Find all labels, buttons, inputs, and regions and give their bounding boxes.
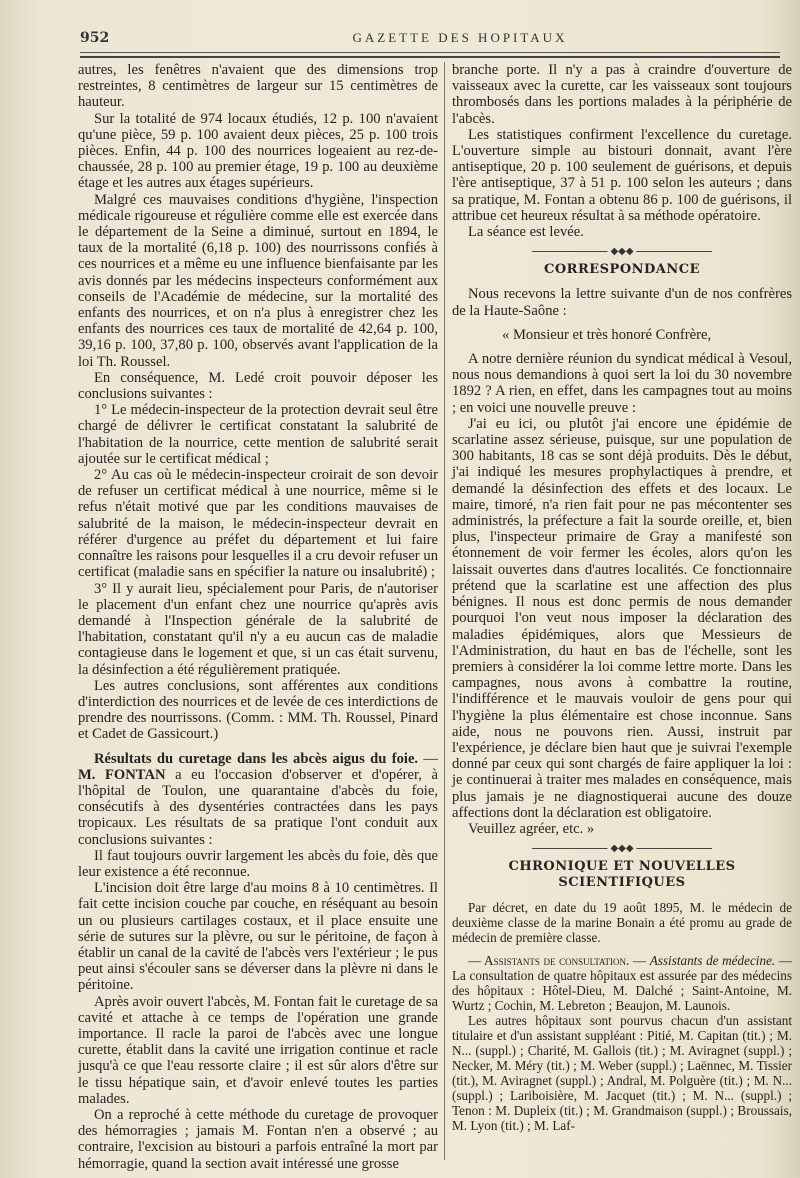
paragraph: Sur la totalité de 974 locaux étudiés, 12 p. 100 n'avaient qu'une pièce, 59 p. 100 avaient deux pièces, 25 p. 100 trois pièces. Enfin, 44 p. 100 des nourrices logeaient au rez-de-chaussée, 28 p. 100 au premier étage, 19 p. 100 au deuxième étage et les autres aux étages supérieurs. — [78, 110, 438, 192]
paragraph: Il faut toujours ouvrir largement les abcès du foie, dès que leur existence a été reconnue. — [78, 847, 438, 880]
page-number: 952 — [80, 30, 110, 46]
paragraph: Les autres conclusions, sont afférentes aux conditions d'interdiction des nourrices et de levée de ces interdictions de prendre des nourrissons. (Comm. : MM. Th. Roussel, Pinard et Cadet de Gassicourt.) — [78, 677, 438, 743]
paragraph: branche porte. Il n'y a pas à craindre d'ouverture de vaisseaux avec la curette, car les vaisseaux sont toujours thrombosés dans les portions malades à la périphérie de l'abcès. — [452, 62, 792, 127]
section-separator — [452, 841, 792, 855]
paragraph: La séance est levée. — [468, 224, 584, 241]
running-head: GAZETTE DES HOPITAUX — [352, 30, 568, 45]
right-column — [452, 62, 792, 1133]
article-title: — Assistants de consultation. — — [468, 952, 647, 968]
paragraph: 3° Il y aurait lieu, spécialement pour Paris, de n'autoriser le placement d'un enfant chez une nourrice qu'après avis demandé à l'Inspection générale de la salubrité de l'habitation, constatant qu'il n'y a eu aucun cas de maladie contagieuse dans le logement et que, si un cas était survenu, la désinfection a été régulièrement pratiquée. — [78, 580, 438, 678]
separator-ornament: ◆◆◆ — [607, 841, 636, 857]
left-column — [78, 62, 438, 1172]
paragraph-text: a eu l'occasion d'observer et d'opérer, à l'hôpital de Toulon, une quarantaine d'abcès du foie, consécutifs à des dysentéries contractées dans les pays tropicaux. Les résultats de sa pratique l'ont conduit aux conclusions suivantes : — [78, 766, 438, 848]
section-heading-correspondance: CORRESPONDANCE — [543, 262, 701, 278]
paragraph: J'ai eu ici, ou plutôt j'ai encore une épidémie de scarlatine assez sérieuse, puisque, sur une population de 300 habitants, 18 cas se sont déjà produits. Dès le début, j'ai indiqué les mesures prophylactiques à prendre, et demandé la désinfection des effets et des locaux. Le maire, timoré, n'a rien fait pour ne pas mécontenter ses administrés, la préfecture a fait la sourde oreille, et, bien plus, l'inspecteur primaire de Gray a manifesté son étonnement de voir fermer les écoles, alors qu'on les laissait ouvertes dans d'autres localités. Ce fonctionnaire prétend que la scarlatine est une affection des plus bénignes. Il nous est donc permis de nous demander pourquoi l'on veut nous imposer la déclaration des maladies épidémiques, alors que Messieurs de l'Administration, du haut en bas de l'échelle, sont les premiers à considérer la loi comme lettre morte. Dans les campagnes, nous avons à combattre la routine, l'indifférence et le mauvais vouloir de gens pour qui l'hygiène la plus élémentaire est chose inconnue. Sans aide, nous ne pouvons rien. Aussi, instruit par l'expérience, je déclare bien haut que je suivrai l'exemple donné par ceux qui sont chargés de faire appliquer la loi : je continuerai à traiter mes malades en conséquence, mais plus jamais je ne diagnostiquerai aucune des douze affections dont la déclaration est obligatoire. — [452, 415, 792, 821]
spacer — [452, 945, 792, 953]
paragraph: En conséquence, M. Ledé croit pouvoir déposer les conclusions suivantes : — [78, 369, 438, 403]
paragraph: Malgré ces mauvaises conditions d'hygiène, l'inspection médicale rigoureuse et régulière comme elle est exercée dans le département de la Seine a diminué, surtout en 1894, le taux de la mortalité (6,18 p. 100) des nourrissons confiés à ces nourrices et a même eu une influence bienfaisante par les avis donnés par les médecins inspecteurs conformément aux conseils de l'Académie de médecine, sur la mortalité des enfants des nourrices, et on n'a plus à enregistrer chez les enfants des nourrices ces taux de mortalité de 42,64 p. 100, 39,16 p. 100, 37,80 p. 100, observés avant l'application de la loi Th. Roussel. — [78, 191, 438, 370]
article-paragraph — [452, 953, 792, 1013]
paragraph: L'incision doit être large d'au moins 8 à 10 centimètres. Il fait cette incision couche par couche, en réséquant au besoin un ou plusieurs cartilages costaux, et il place ensuite une série de sutures sur la plèvre, ou sur le péritoine, de façon à établir un canal de la cavité de l'abcès vers l'extérieur ; le pus peut ainsi s'écouler sans se déverser dans la plèvre ni dans le péritoine. — [78, 880, 438, 994]
paragraph: autres, les fenêtres n'avaient que des dimensions trop restreintes, 8 centimètres de largeur sur 15 centimètres de hauteur. — [78, 62, 438, 111]
paragraph: Les autres hôpitaux sont pourvus chacun d'un assistant titulaire et d'un assistant suppléant : Pitié, M. Capitan (tit.) ; M. N... (suppl.) ; Charité, M. Gallois (tit.) ; M. Aviragnet (suppl.) ; Necker, M. Méry (tit.) ; M. Weber (suppl.) ; Laënnec, M. Tissier (tit.), M. Aviragnet (suppl.) ; Andral, M. Polguère (tit.) ; M. N... (suppl.) ; Lariboisière, M. Jacquet (tit.) ; M. N... (suppl.) ; Tenon : M. Dupleix (tit.) ; M. Grandmaison (suppl.) ; Broussais, M. Lyon (tit.) ; M. Laf- — [452, 1012, 792, 1133]
page-header — [80, 30, 780, 50]
paragraph: A notre dernière réunion du syndicat médical à Vesoul, nous nous demandions à quoi sert la loi du 30 novembre 1892 ? A rien, en effet, dans les campagnes tout au moins ; en voici une nouvelle preuve : — [452, 351, 792, 416]
section-separator — [452, 244, 792, 258]
letter-salutation: « Monsieur et très honoré Confrère, — [502, 326, 712, 343]
spacer — [452, 892, 792, 900]
paragraph: Les statistiques confirment l'excellence du curetage. L'ouverture simple au bistouri donnait, avant l'ère antiseptique, 20 p. 100 seulement de guérisons, et depuis l'ère antiseptique, 37 à 51 p. 100 selon les auteurs ; dans sa pratique, M. Fontan a obtenu 86 p. 100 de guérisons, il attribue cet heureux résultat à sa méthode opératoire. — [452, 126, 792, 224]
letter-closing: Veuillez agréer, etc. » — [468, 820, 595, 837]
spacer — [452, 319, 792, 327]
header-rule — [80, 52, 780, 53]
paragraph: 2° Au cas où le médecin-inspecteur croirait de son devoir de refuser un certificat médical à une nourrice, même si le refus n'était motivé que par les conditions mauvaises de salubrité de la maison, le médecin-inspecteur devrait en référer d'urgence au préfet du département et lui faire connaître les raisons pour lesquelles il a cru devoir refuser un certificat (maladie sans en spécifier la nature ou insalubrité) ; — [78, 467, 438, 581]
paragraph: Nous recevons la lettre suivante d'un de nos confrères de la Haute-Saône : — [452, 286, 792, 319]
spacer — [452, 343, 792, 351]
section-heading-chronique: CHRONIQUE ET NOUVELLES SCIENTIFIQUES — [508, 859, 736, 891]
spacer — [78, 743, 438, 751]
paragraph: Après avoir ouvert l'abcès, M. Fontan fait le curetage de sa cavité et attache à ce temps de l'opération une grande importance. Il racle la paroi de l'abcès avec une longue curette, établit dans la cavité une irrigation continue et racle jusqu'à ce que l'eau ressorte claire ; il est sûr alors d'être sur le tissu hépatique sain, et d'avoir enlevé toutes les parties malades. — [78, 993, 438, 1107]
article-title: Résultats du curetage dans les abcès aigus du foie. — [94, 750, 419, 767]
paragraph: Par décret, en date du 19 août 1895, M. le médecin de deuxième classe de la marine Bonain a été promu au grade de médecin de première classe. — [452, 899, 792, 945]
article-paragraph: Résultats du curetage dans les abcès aigus du foie. — M. FONTAN a eu l'occasion d'observer et d'opérer, à l'hôpital de Toulon, une quarantaine d'abcès du foie, consécutifs à des dysentéries contractées dans les pays tropicaux. Les résultats de sa pratique l'ont conduit aux conclusions suivantes : — [78, 750, 438, 848]
header-rule-thick — [80, 56, 780, 58]
column-divider — [444, 62, 445, 1160]
separator-ornament: ◆◆◆ — [607, 244, 636, 260]
spacer — [452, 278, 792, 286]
paragraph: On a reproché à cette méthode du curetage de provoquer des hémorragies ; jamais M. Fontan n'en a observé ; au contraire, l'excision au bistouri a parfois entraîné la mort par hémorragie, quand la section avait intéressé une grosse — [78, 1107, 438, 1172]
paragraph-text: — La consultation de quatre hôpitaux est assurée par des médecins des hôpitaux : Hôtel-Dieu, M. Dalché ; Saint-Antoine, M. Wurtz ; Cochin, M. Lebreton ; Beaujon, M. Launois. — [452, 952, 793, 1013]
paragraph: 1° Le médecin-inspecteur de la protection devrait seul être chargé de délivrer le certificat constatant la salubrité de l'habitation de la nourrice, cette mention de salubrité serait ajoutée sur le certificat médical ; — [78, 402, 438, 467]
subtitle: Assistants de médecine. — [649, 952, 776, 968]
author-name: M. FONTAN — [78, 766, 166, 783]
